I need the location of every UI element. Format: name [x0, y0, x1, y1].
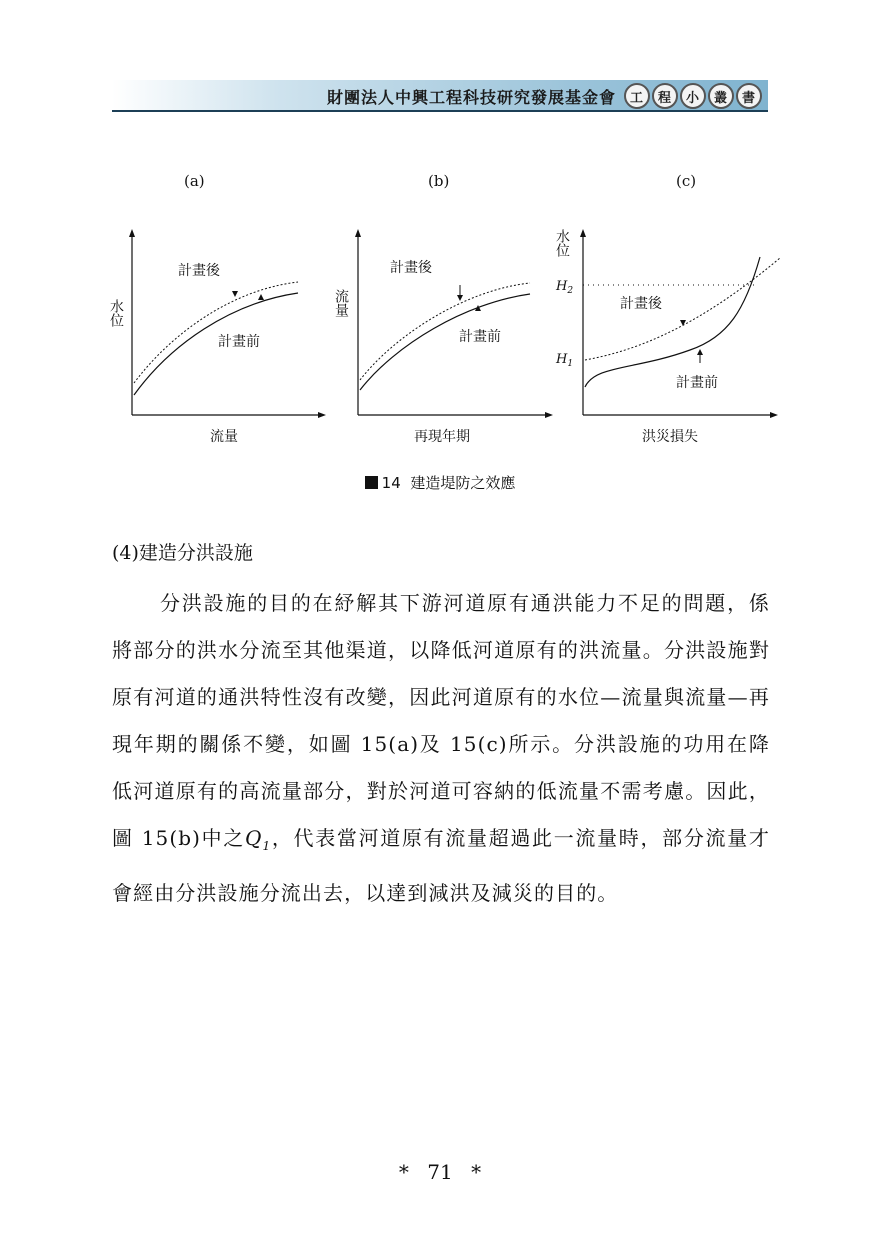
panel-c-arrow-icon — [680, 320, 686, 326]
panel-c-before-label: 計畫前 — [676, 375, 718, 391]
panel-c-y-label: 水位 — [554, 229, 570, 257]
panel-c-after-label: 計畫後 — [620, 296, 662, 312]
panel-b-y-axis — [355, 229, 361, 415]
panel-b-before-label: 計畫前 — [459, 329, 501, 345]
panel-b-curve-after — [360, 283, 530, 380]
panel-a-arrow-icon — [232, 291, 238, 297]
panel-a-curve-before — [134, 293, 298, 395]
panel-b-after-label: 計畫後 — [390, 260, 432, 276]
page-footer — [0, 1160, 880, 1184]
asterisk-icon: * — [471, 1160, 482, 1184]
series-badge: 工 — [624, 83, 650, 109]
panel-c-curve-after — [585, 258, 780, 360]
panel-a-y-axis — [129, 229, 135, 415]
panel-a-x-axis — [132, 412, 326, 418]
figure-number: 14 — [381, 474, 401, 492]
panel-a-y-label: 水位 — [108, 299, 124, 327]
panel-c-h2-label: $H_2$ — [556, 279, 574, 296]
figure-caption-text: 建造堤防之效應 — [410, 474, 516, 492]
panel-b-y-label: 流量 — [333, 289, 349, 317]
flow-threshold-symbol: $Q_1$ — [245, 826, 272, 853]
paragraph-text: 分洪設施的目的在紓解其下游河道原有通洪能力不足的問題，係將部分的洪水分流至其他渠道，以降低河道原有的洪流量。分洪設施對原有河道的通洪特性沒有改變，因此河道原有的水位—流量與流量—再現年期的關係不變，如圖 15(a)及 15(c)所示。分洪設施的功用在降低河道原有的高流量部分，對於河道可容納的低流量不需考慮。因此，圖 15(b)中之 — [112, 591, 770, 850]
panel-a-label: (a) — [184, 172, 205, 190]
paragraph-text: ，代表當河道原有流量超過此一流量時，部分流量才會經由分洪設施分流出去，以達到減洪及減災的目的。 — [112, 826, 770, 905]
panel-a-plot — [100, 225, 330, 455]
series-badge: 小 — [680, 83, 706, 109]
panel-a-arrow-icon — [258, 294, 264, 300]
panel-b-x-axis — [358, 412, 553, 418]
panel-a-x-label: 流量 — [210, 429, 238, 445]
panel-b-plot — [325, 225, 555, 455]
panel-a-curve-after — [134, 282, 298, 383]
page-number: 71 — [427, 1160, 453, 1184]
body-paragraph — [112, 580, 770, 917]
figure-marker-icon — [365, 476, 378, 489]
panel-b-curve-before — [360, 294, 530, 390]
panel-c-y-axis — [580, 229, 586, 415]
panel-c-curve-before — [585, 257, 760, 387]
panel-c-h1-label: $H_1$ — [556, 352, 574, 369]
panel-c-plot — [550, 225, 790, 455]
panel-b-arrow-icon — [457, 285, 463, 301]
section-heading: (4)建造分洪設施 — [112, 542, 253, 564]
panel-a-before-label: 計畫前 — [218, 334, 260, 350]
panel-b-x-label: 再現年期 — [414, 429, 470, 445]
asterisk-icon: * — [398, 1160, 409, 1184]
series-badge: 叢 — [708, 83, 734, 109]
figure-caption — [0, 472, 880, 493]
series-badge: 書 — [736, 83, 762, 109]
series-badge: 程 — [652, 83, 678, 109]
panel-c-label: (c) — [676, 172, 697, 190]
panel-c-arrow-icon — [697, 349, 703, 363]
panel-a-after-label: 計畫後 — [178, 263, 220, 279]
panel-b-label: (b) — [428, 172, 450, 190]
series-badges — [624, 83, 762, 109]
panel-c-x-label: 洪災損失 — [642, 429, 698, 445]
foundation-name: 財團法人中興工程科技研究發展基金會 — [326, 87, 616, 107]
running-header — [327, 82, 762, 110]
panel-c-x-axis — [583, 412, 778, 418]
